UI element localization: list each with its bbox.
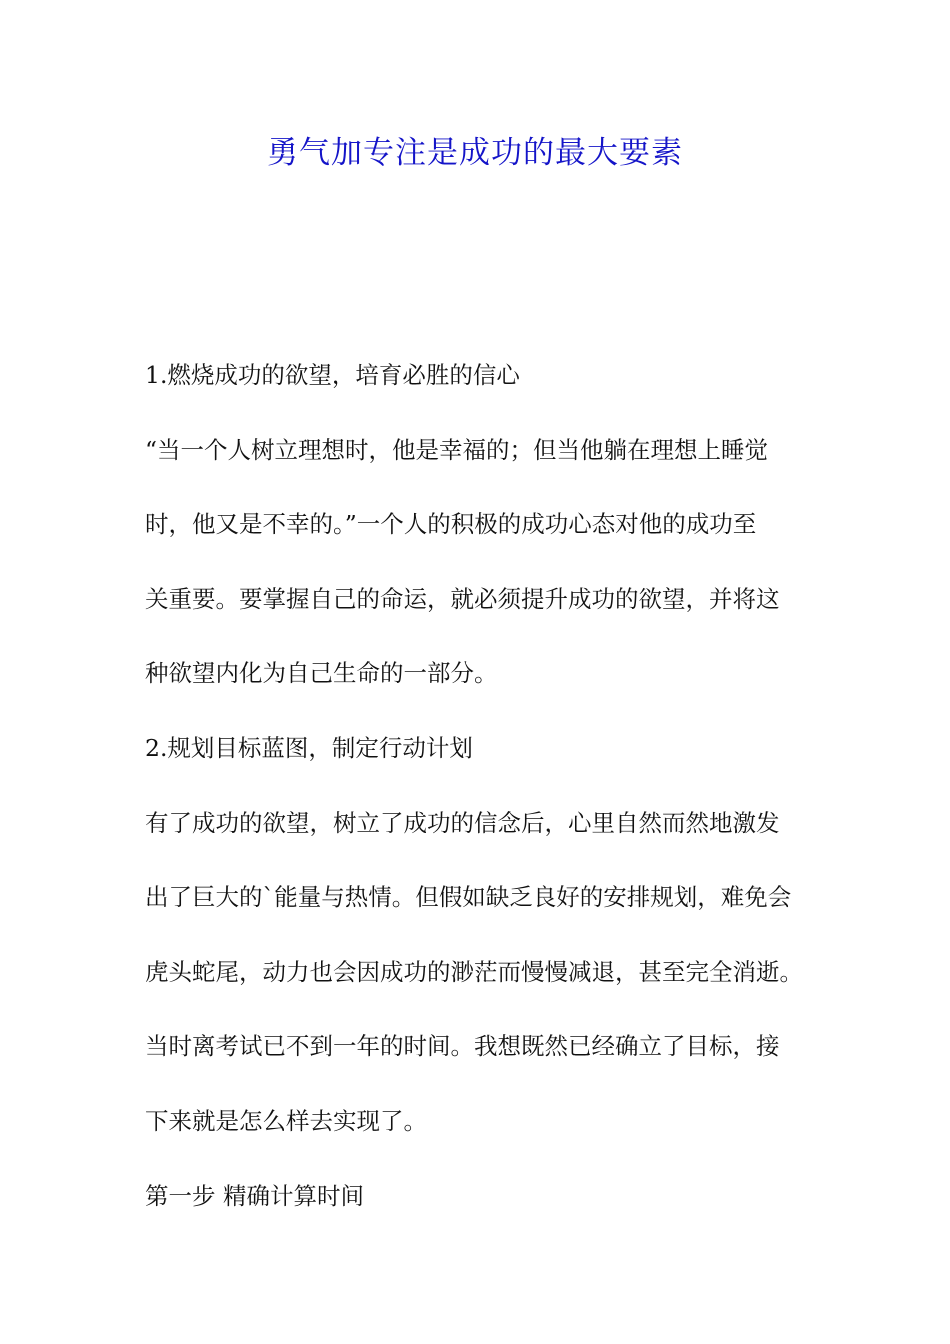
heading-1: 1.燃烧成功的欲望，培育必胜的信心 bbox=[145, 361, 520, 389]
paragraph-line: 当时离考试已不到一年的时间。我想既然已经确立了目标，接 bbox=[145, 1032, 780, 1061]
document-title: 勇气加专注是成功的最大要素 bbox=[267, 135, 683, 171]
paragraph-line: 有了成功的欲望，树立了成功的信念后，心里自然而然地激发 bbox=[145, 808, 780, 837]
step-heading: 第一步 精确计算时间 bbox=[145, 1181, 364, 1210]
document-body bbox=[145, 338, 815, 1233]
paragraph-line: 种欲望内化为自己生命的一部分。 bbox=[145, 659, 498, 688]
heading-2: 2.规划目标蓝图，制定行动计划 bbox=[145, 733, 473, 762]
paragraph-line: 时，他又是不幸的。”一个人的积极的成功心态对他的成功至 bbox=[145, 510, 757, 539]
paragraph-line: “当一个人树立理想时，他是幸福的；但当他躺在理想上睡觉 bbox=[145, 435, 769, 464]
paragraph-line: 关重要。要掌握自己的命运，就必须提升成功的欲望，并将这 bbox=[145, 584, 780, 613]
paragraph-line: 下来就是怎么样去实现了。 bbox=[145, 1106, 427, 1135]
paragraph-line: 出了巨大的`能量与热情。但假如缺乏良好的安排规划，难免会 bbox=[145, 883, 792, 912]
paragraph-line: 虎头蛇尾，动力也会因成功的渺茫而慢慢减退，甚至完全消逝。 bbox=[145, 957, 803, 986]
